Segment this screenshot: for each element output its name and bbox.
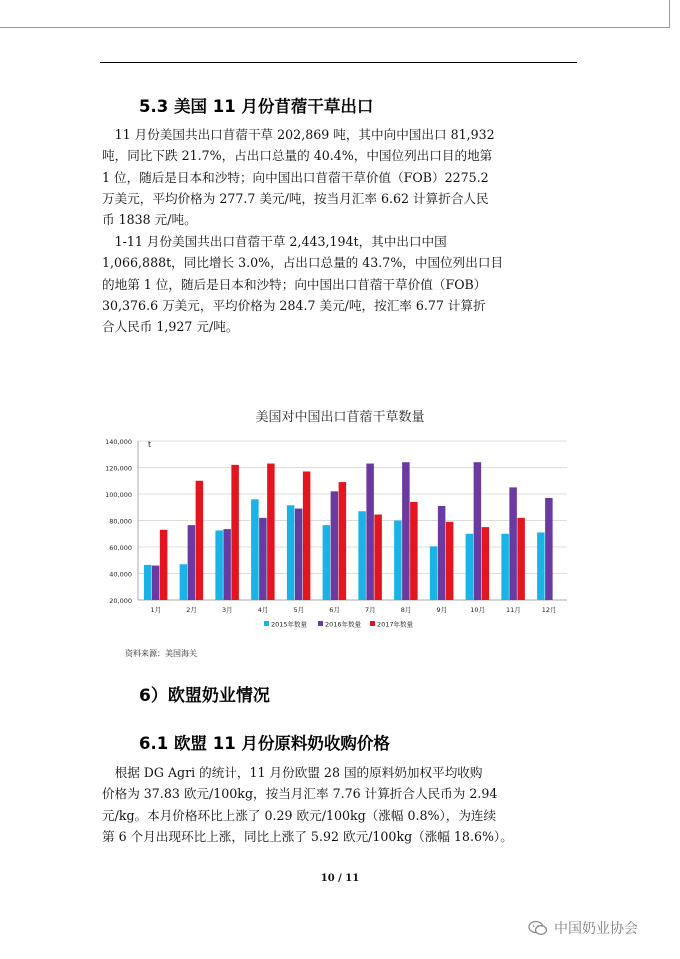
bar [323,525,331,600]
text-line: 30,376.6 万美元，平均价格为 284.7 美元/吨，按汇率 6.77 计算折 [102,297,486,313]
x-tick-label: 1月 [150,606,162,614]
bar [339,482,347,600]
bar [545,498,553,600]
y-tick-label: 20,000 [109,597,132,605]
bar [223,529,231,600]
bar [196,481,204,600]
legend-label: 2017年数量 [377,620,414,629]
text-line: 价格为 37.83 欧元/100kg，按当月汇率 7.76 计算折合人民币为 2.94 [102,786,498,802]
watermark-text: 中国奶业协会 [554,921,638,937]
bar [215,530,223,600]
bar [474,462,482,600]
section-6-1-heading: 6.1 欧盟 11 月份原料奶收购价格 [139,734,390,753]
bar [303,471,311,600]
bar [394,521,402,601]
y-tick-label: 60,000 [109,544,132,552]
bar [446,522,454,600]
y-tick-label: 100,000 [105,491,132,499]
legend-swatch [264,621,269,626]
wechat-icon [528,920,548,936]
y-tick-label: 40,000 [109,570,132,579]
section-6-1-paragraph [102,762,578,847]
bar [231,465,239,600]
watermark [528,918,638,938]
text-line: 的地第 1 位，随后是日本和沙特；向中国出口苜蓿干草价值（FOB） [102,276,487,292]
text-line: 根据 DG Agri 的统计，11 月份欧盟 28 国的原料奶加权平均收购 [102,765,483,780]
x-tick-label: 2月 [186,606,197,614]
bar [331,491,339,600]
x-tick-label: 10月 [470,606,486,614]
legend-label: 2015年数量 [271,620,308,629]
bar [501,534,509,600]
x-tick-label: 4月 [257,606,269,614]
text-line: 1-11 月份美国共出口苜蓿干草 2,443,194t，其中出口中国 [102,234,447,249]
chart-legend [264,620,414,629]
text-line: 吨，同比下跌 21.7%，占出口总量的 40.4%，中国位列出口目的地第 [102,148,493,164]
chart-y-tick-labels [105,438,132,605]
bar [160,530,168,600]
text-line: 1 位，随后是日本和沙特；向中国出口苜蓿干草价值（FOB）2275.2 [102,169,489,185]
bar [410,502,418,600]
bar [267,464,275,600]
x-tick-label: 9月 [436,606,448,614]
bar [287,505,295,600]
x-tick-label: 7月 [365,606,376,614]
bar [295,509,303,600]
bar [430,546,438,600]
chart-bars [144,462,553,600]
bar [259,518,267,600]
text-line: 元/kg。本月价格环比上涨了 0.29 欧元/100kg（涨幅 0.8%），为连续 [102,807,497,823]
x-tick-label: 8月 [400,606,412,614]
section-6-heading: 6）欧盟奶业情况 [139,686,270,706]
legend-swatch [318,621,323,626]
x-tick-label: 12月 [541,606,557,614]
x-tick-label: 11月 [505,606,521,614]
bar [517,518,525,600]
text-line: 合人民币 1,927 元/吨。 [102,319,239,335]
bar [482,527,490,600]
text-line: 币 1838 元/吨。 [102,212,197,228]
bar [188,525,196,600]
bar [180,564,188,600]
y-axis-unit-label: t [148,440,152,449]
page-number: 10 / 11 [320,873,360,884]
x-tick-label: 6月 [329,606,340,614]
bar [537,532,545,600]
chart-title: 美国对中国出口苜蓿干草数量 [255,410,425,425]
legend-swatch [370,621,375,626]
bar [509,487,517,600]
bar [251,499,259,600]
bar [438,506,446,600]
legend-label: 2016年数量 [325,620,362,629]
y-tick-label: 120,000 [105,464,132,473]
y-tick-label: 80,000 [109,517,132,526]
x-tick-label: 3月 [222,606,233,614]
bar [374,515,382,600]
bar [366,464,374,600]
bar [152,566,160,600]
bar [466,534,474,600]
text-line: 1,066,888t，同比增长 3.0%，占出口总量的 43.7%，中国位列出口目 [102,255,504,271]
bar [358,511,366,600]
text-line: 第 6 个月出现环比上涨，同比上涨了 5.92 欧元/100kg（涨幅 18.6%）。 [102,828,513,844]
bar [144,565,152,600]
y-tick-label: 140,000 [105,438,132,446]
bar [402,462,410,600]
text-line: 万美元，平均价格为 277.7 美元/吨，按当月汇率 6.62 计算折合人民 [102,190,489,206]
section-5-3-heading: 5.3 美国 11 月份苜蓿干草出口 [139,97,374,116]
x-tick-label: 5月 [293,606,305,614]
text-line: 11 月份美国共出口苜蓿干草 202,869 吨，其中向中国出口 81,932 [102,127,495,142]
data-source-note: 资料来源：美国海关 [125,649,197,658]
chart-x-tick-labels [151,606,557,614]
